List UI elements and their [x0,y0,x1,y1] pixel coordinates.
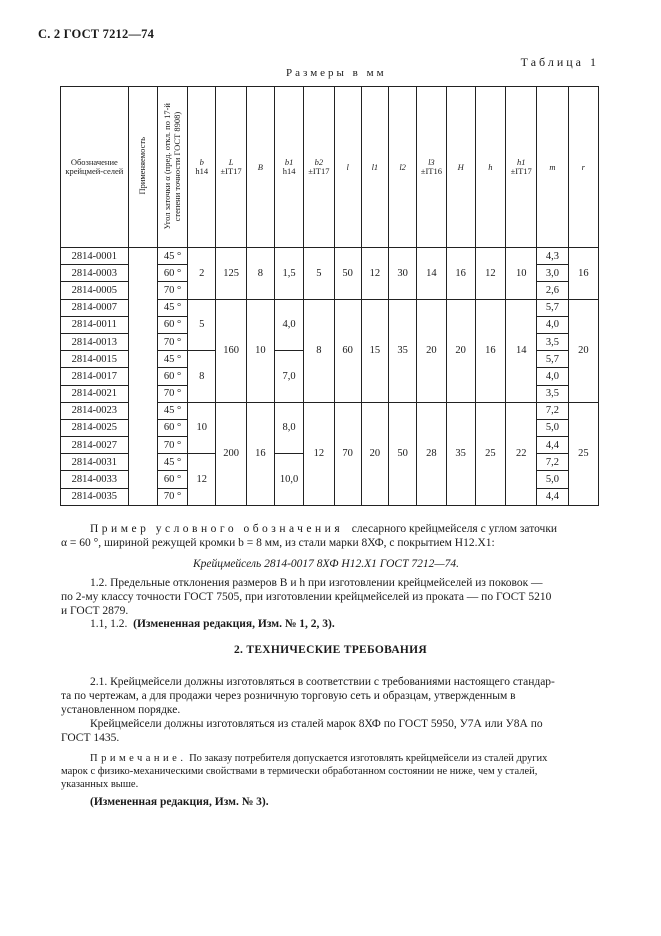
dimensions-note: Размеры в мм [286,67,387,79]
B-cell: 8 [246,248,274,300]
l1-cell: 20 [361,402,388,505]
b1-cell: 4,0 [274,299,303,351]
example-line-1 [90,522,557,536]
section-title: 2. ТЕХНИЧЕСКИЕ ТРЕБОВАНИЯ [233,644,428,656]
b1-cell: 10,0 [274,454,303,506]
example-designation: Крейцмейсель 2814-0017 8ХФ Н12.Х1 ГОСТ 7212—74. [193,558,459,570]
table-header-row [61,87,599,248]
angle-cell: 70 ° [157,385,187,402]
l-cell: 50 [334,248,361,300]
m-cell: 4,4 [537,488,568,505]
angle-cell: 70 ° [157,488,187,505]
para-steel-line-1: Крейцмейсели должны изготовляться из сталей марок 8ХФ по ГОСТ 5950, У7А или У8А по [90,718,543,730]
para-steel-line-2: ГОСТ 1435. [61,732,120,744]
col-b: b h14 [188,87,216,248]
m-cell: 5,7 [537,351,568,368]
table-label: Таблица 1 [520,55,599,69]
col-h1: h1 ±IT17 [506,87,537,248]
page-header: С. 2 ГОСТ 7212—74 [38,27,155,41]
designation-cell: 2814-0033 [61,471,129,488]
note-line-2: марок с физико-механическими свойствами в термически обработанном состоянии не ниже, чем у сталей, [61,766,538,777]
b1-cell: 7,0 [274,351,303,403]
l2-cell: 35 [389,299,417,402]
col-B: B [246,87,274,248]
example-label: Пример условного обозначения [90,523,344,535]
angle-cell: 60 ° [157,316,187,333]
b1-cell: 1,5 [274,248,303,300]
b2-cell: 5 [304,248,334,300]
amendment-2: (Измененная редакция, Изм. № 3). [90,796,269,808]
angle-cell: 60 ° [157,471,187,488]
m-cell: 3,5 [537,333,568,350]
application-cell [128,248,157,506]
designation-cell: 2814-0025 [61,419,129,436]
para-1-2-line-2: по 2-му классу точности ГОСТ 7505, при изготовлении крейцмейселей из проката — по ГОСТ 5210 [61,591,552,603]
designation-cell: 2814-0021 [61,385,129,402]
b-cell: 10 [188,402,216,454]
l-cell: 70 [334,402,361,505]
m-cell: 5,7 [537,299,568,316]
col-application: Применяемость [128,87,157,248]
para-1-2-line-3: и ГОСТ 2879. [61,605,129,617]
b2-cell: 8 [304,299,334,402]
amendment-1: 1.1, 1.2. (Измененная редакция, Изм. № 1, 2, 3). [90,618,335,630]
H-cell: 16 [446,248,475,300]
m-cell: 4,3 [537,248,568,265]
designation-cell: 2814-0031 [61,454,129,471]
b-cell: 8 [188,351,216,403]
note-label: Примечание. [90,753,187,764]
L-cell: 125 [216,248,246,300]
h1-cell: 14 [506,299,537,402]
angle-cell: 45 ° [157,454,187,471]
m-cell: 7,2 [537,402,568,419]
col-l1: l1 [361,87,388,248]
l-cell: 60 [334,299,361,402]
H-cell: 20 [446,299,475,402]
b1-cell: 8,0 [274,402,303,454]
col-m: m [537,87,568,248]
col-h: h [475,87,505,248]
r-cell: 20 [568,299,598,402]
col-angle: Угол заточки α (пред. откл. по 17-й степени точности ГОСТ 8908) [157,87,187,248]
note-line-1: Примечание. По заказу потребителя допускается изготовлять крейцмейсели из сталей других [90,753,548,764]
l3-cell: 28 [417,402,446,505]
col-H: H [446,87,475,248]
b-cell: 5 [188,299,216,351]
l2-cell: 30 [389,248,417,300]
para-2-1-line-2: та по чертежам, а для продажи через розничную торговую сеть и образцам, утвержденным в [61,690,516,702]
table-row [61,248,599,265]
B-cell: 16 [246,402,274,505]
h1-cell: 22 [506,402,537,505]
para-1-2-line-1: 1.2. Предельные отклонения размеров B и h при изготовлении крейцмейселей из поковок — [90,577,543,589]
designation-cell: 2814-0011 [61,316,129,333]
l1-cell: 15 [361,299,388,402]
H-cell: 35 [446,402,475,505]
col-b2: b2 ±IT17 [304,87,334,248]
col-l2: l2 [389,87,417,248]
designation-cell: 2814-0027 [61,437,129,454]
angle-cell: 70 ° [157,437,187,454]
B-cell: 10 [246,299,274,402]
b-cell: 12 [188,454,216,506]
angle-cell: 45 ° [157,351,187,368]
r-cell: 16 [568,248,598,300]
angle-cell: 70 ° [157,282,187,299]
m-cell: 7,2 [537,454,568,471]
h-cell: 25 [475,402,505,505]
designation-cell: 2814-0023 [61,402,129,419]
h-cell: 16 [475,299,505,402]
col-l3: l3 ±IT16 [417,87,446,248]
m-cell: 4,4 [537,437,568,454]
angle-cell: 60 ° [157,368,187,385]
designation-cell: 2814-0015 [61,351,129,368]
designation-cell: 2814-0001 [61,248,129,265]
angle-cell: 45 ° [157,299,187,316]
m-cell: 2,6 [537,282,568,299]
angle-cell: 70 ° [157,333,187,350]
col-b1: b1 h14 [274,87,303,248]
designation-cell: 2814-0017 [61,368,129,385]
l3-cell: 20 [417,299,446,402]
h-cell: 12 [475,248,505,300]
designation-cell: 2814-0013 [61,333,129,350]
m-cell: 5,0 [537,471,568,488]
angle-cell: 60 ° [157,265,187,282]
m-cell: 4,0 [537,368,568,385]
m-cell: 3,0 [537,265,568,282]
designation-cell: 2814-0035 [61,488,129,505]
col-l: l [334,87,361,248]
l2-cell: 50 [389,402,417,505]
angle-cell: 45 ° [157,248,187,265]
col-designation: Обозначение крейцмей-селей [61,87,129,248]
L-cell: 200 [216,402,246,505]
col-L: L ±IT17 [216,87,246,248]
angle-cell: 45 ° [157,402,187,419]
note-line-3: указанных выше. [61,779,139,790]
designation-cell: 2814-0005 [61,282,129,299]
b-cell: 2 [188,248,216,300]
r-cell: 25 [568,402,598,505]
example-text-1: слесарного крейцмейселя с углом заточки [351,523,558,535]
example-line-2: α = 60 °, шириной режущей кромки b = 8 мм, из стали марки 8ХФ, с покрытием Н12.Х1: [61,537,495,549]
b2-cell: 12 [304,402,334,505]
l3-cell: 14 [417,248,446,300]
angle-cell: 60 ° [157,419,187,436]
m-cell: 3,5 [537,385,568,402]
dimensions-table [60,86,599,506]
col-r: r [568,87,598,248]
m-cell: 5,0 [537,419,568,436]
para-2-1-line-3: установленном порядке. [61,704,181,716]
h1-cell: 10 [506,248,537,300]
designation-cell: 2814-0007 [61,299,129,316]
l1-cell: 12 [361,248,388,300]
para-2-1-line-1: 2.1. Крейцмейсели должны изготовляться в соответствии с требованиями настоящего стандар- [90,676,555,688]
designation-cell: 2814-0003 [61,265,129,282]
L-cell: 160 [216,299,246,402]
m-cell: 4,0 [537,316,568,333]
